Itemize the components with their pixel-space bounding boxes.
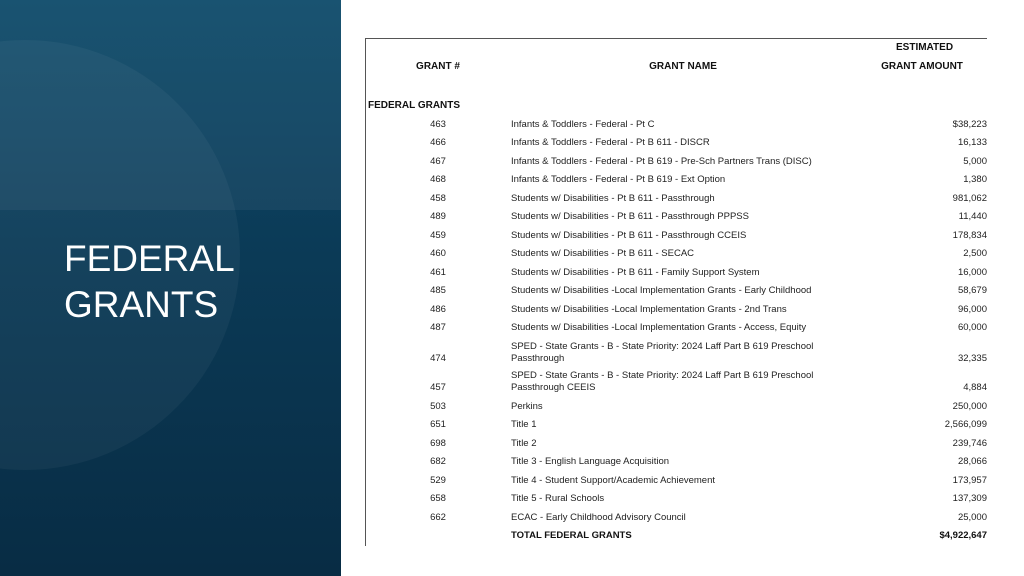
grant-amount: 5,000 (963, 156, 987, 167)
grant-name: ECAC - Early Childhood Advisory Council (511, 512, 686, 523)
grant-number: 461 (430, 267, 446, 278)
grant-name: Students w/ Disabilities -Local Implementation Grants - Early Childhood (511, 285, 812, 296)
grant-number: 463 (430, 119, 446, 130)
grant-name-line2: Passthrough (511, 353, 565, 364)
grant-name: Infants & Toddlers - Federal - Pt C (511, 119, 655, 130)
section-label: FEDERAL GRANTS (368, 100, 461, 111)
slide-title: FEDERAL GRANTS (64, 238, 234, 325)
grant-amount: 178,834 (952, 230, 987, 241)
grant-amount: 173,957 (952, 475, 987, 486)
grant-name: Students w/ Disabilities - Pt B 611 - Passthrough (511, 193, 715, 204)
grant-number: 489 (430, 211, 446, 222)
grant-amount: 137,309 (952, 493, 987, 504)
grant-amount: 96,000 (957, 304, 987, 315)
grant-number: 503 (430, 401, 446, 412)
header-grant-number: GRANT # (416, 61, 460, 72)
grant-name: Title 5 - Rural Schools (511, 493, 605, 504)
grant-number: 457 (430, 382, 446, 393)
grant-amount: 250,000 (952, 401, 987, 412)
grant-name-line1: SPED - State Grants - B - State Priority: 2024 Laff Part B 619 Preschool (511, 341, 814, 352)
grant-number: 460 (430, 248, 446, 259)
grant-number: 485 (430, 285, 446, 296)
grant-amount: 28,066 (957, 456, 987, 467)
grant-number: 487 (430, 322, 446, 333)
grant-name: Title 4 - Student Support/Academic Achievement (511, 475, 716, 486)
grant-name: Students w/ Disabilities -Local Implementation Grants - 2nd Trans (511, 304, 787, 315)
left-panel (0, 0, 341, 576)
grant-name: Title 1 (511, 419, 537, 430)
grant-name: Perkins (511, 401, 543, 412)
grant-amount: 16,000 (957, 267, 987, 278)
grant-number: 486 (430, 304, 446, 315)
grant-amount: 32,335 (957, 353, 987, 364)
grant-name (511, 370, 841, 394)
grant-name: Students w/ Disabilities - Pt B 611 - Passthrough CCEIS (511, 230, 747, 241)
grant-name-line2: Passthrough CEEIS (511, 382, 596, 393)
grant-name: Title 3 - English Language Acquisition (511, 456, 670, 467)
total-label: TOTAL FEDERAL GRANTS (511, 530, 632, 541)
grant-number: 662 (430, 512, 446, 523)
grant-number: 651 (430, 419, 446, 430)
grant-name: Students w/ Disabilities -Local Implementation Grants - Access, Equity (511, 322, 807, 333)
header-grant-amount: GRANT AMOUNT (881, 61, 963, 72)
grant-number: 529 (430, 475, 446, 486)
grant-number: 474 (430, 353, 446, 364)
grant-name (511, 341, 841, 365)
grant-name: Students w/ Disabilities - Pt B 611 - Passthrough PPPSS (511, 211, 749, 222)
grant-name: Infants & Toddlers - Federal - Pt B 611 - DISCR (511, 137, 710, 148)
grant-name: Title 2 (511, 438, 537, 449)
grant-number: 468 (430, 174, 446, 185)
grant-name: Students w/ Disabilities - Pt B 611 - SECAC (511, 248, 695, 259)
grant-amount: 4,884 (963, 382, 987, 393)
grant-amount: 25,000 (957, 512, 987, 523)
total-amount: $4,922,647 (939, 530, 987, 541)
grant-name: Infants & Toddlers - Federal - Pt B 619 - Pre-Sch Partners Trans (DISC) (511, 156, 812, 167)
grant-amount: 16,133 (957, 137, 987, 148)
grants-table (365, 38, 987, 546)
grant-number: 458 (430, 193, 446, 204)
header-estimated: ESTIMATED (896, 42, 954, 53)
grant-amount: 239,746 (952, 438, 987, 449)
grant-name: Students w/ Disabilities - Pt B 611 - Family Support System (511, 267, 760, 278)
grant-amount: 11,440 (958, 211, 987, 222)
grant-amount: 1,380 (963, 174, 987, 185)
grant-amount: 60,000 (957, 322, 987, 333)
grant-amount: 981,062 (952, 193, 987, 204)
grant-number: 698 (430, 438, 446, 449)
header-grant-name: GRANT NAME (649, 61, 717, 72)
grant-number: 658 (430, 493, 446, 504)
grant-number: 459 (430, 230, 446, 241)
grant-name: Infants & Toddlers - Federal - Pt B 619 - Ext Option (511, 174, 726, 185)
grant-amount: 2,500 (963, 248, 987, 259)
grant-amount: $38,223 (952, 119, 987, 130)
grant-number: 467 (430, 156, 446, 167)
grant-amount: 2,566,099 (944, 419, 987, 430)
grant-amount: 58,679 (957, 285, 987, 296)
grant-number: 682 (430, 456, 446, 467)
grant-number: 466 (430, 137, 446, 148)
grant-name-line1: SPED - State Grants - B - State Priority: 2024 Laff Part B 619 Preschool (511, 370, 814, 381)
